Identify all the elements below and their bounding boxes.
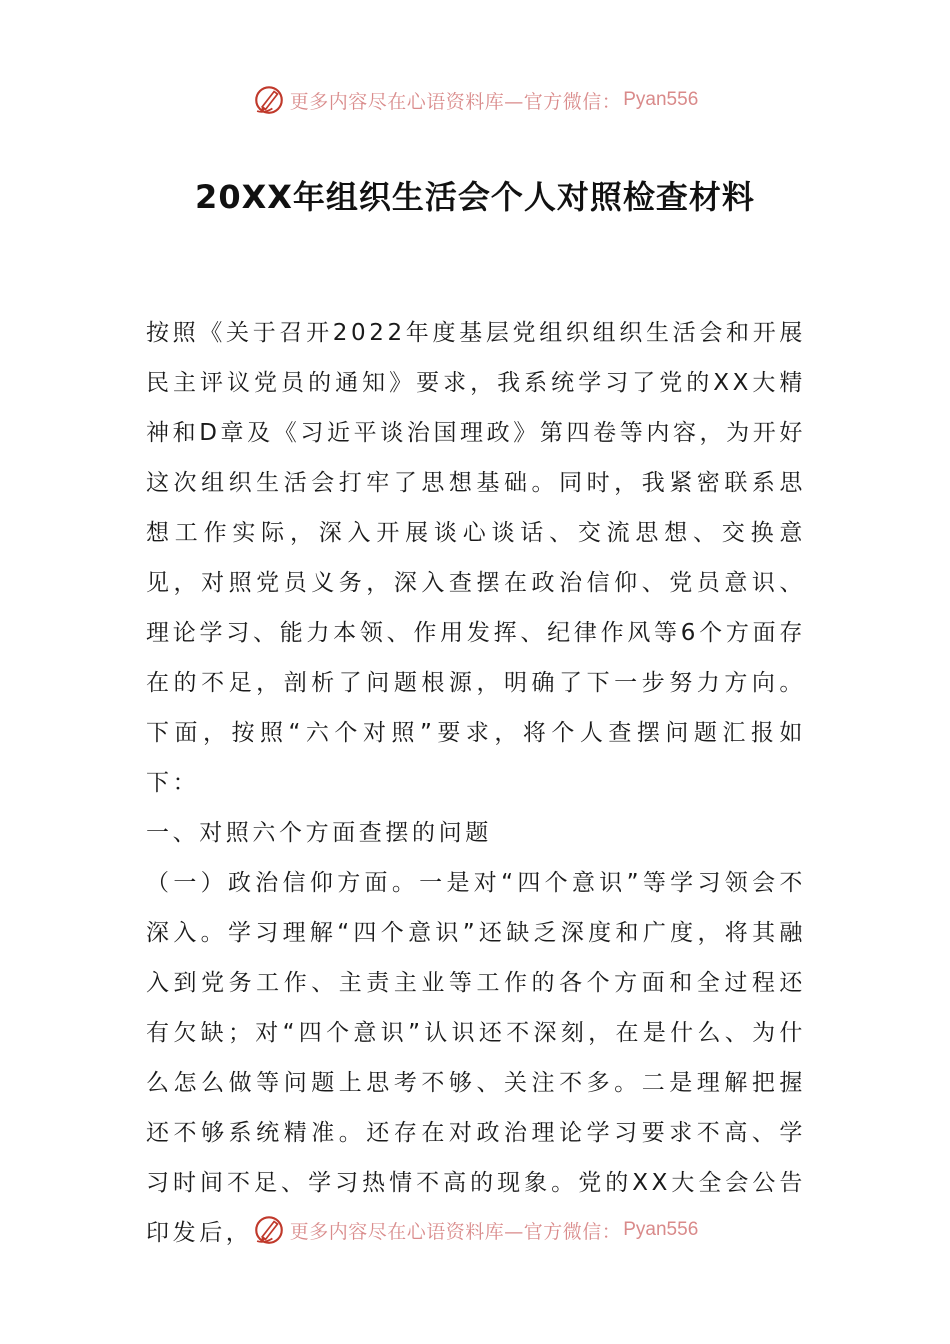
watermark-footer (0, 1210, 950, 1250)
section-heading: 一、对照六个方面查摆的问题 (146, 820, 492, 846)
watermark-header (0, 80, 950, 120)
pen-logo-icon (252, 83, 286, 117)
pen-logo-icon (252, 1213, 286, 1247)
document-body (146, 308, 806, 1258)
document-title: 20XX年组织生活会个人对照检查材料 (195, 178, 755, 216)
watermark-text: 更多内容尽在心语资料库—官方微信： (289, 90, 622, 113)
watermark-wechat-id: Pyan556 (623, 1219, 699, 1240)
paragraph-intro: 按照《关于召开2022年度基层党组织组织生活会和开展民主评议党员的通知》要求，我系统学习了党的XX大精神和D章及《习近平谈治国理政》第四卷等内容，为开好这次组织生活会打牢了思想基础。同时，我紧密联系思想工作实际，深入开展谈心谈话、交流思想、交换意见，对照党员义务，深入查摆在政治信仰、党员意识、理论学习、能力本领、作用发挥、纪律作风等6个方面存在的不足，剖析了问题根源，明确了下一步努力方向。下面，按照“六个对照”要求，将个人查摆问题汇报如下： (146, 320, 806, 796)
watermark-wechat-id: Pyan556 (623, 89, 699, 110)
paragraph-political-belief: （一）政治信仰方面。一是对“四个意识”等学习领会不深入。学习理解“四个意识”还缺乏深度和广度，将其融入到党务工作、主责主业等工作的各个方面和全过程还有欠缺；对“四个意识”认识还不深刻，在是什么、为什么怎么做等问题上思考不够、关注不多。二是理解把握还不够系统精准。还存在对政治理论学习要求不高、学习时间不足、学习热情不高的现象。党的XX大全会公告印发后， (146, 870, 806, 1246)
watermark-text: 更多内容尽在心语资料库—官方微信： (289, 1220, 622, 1243)
